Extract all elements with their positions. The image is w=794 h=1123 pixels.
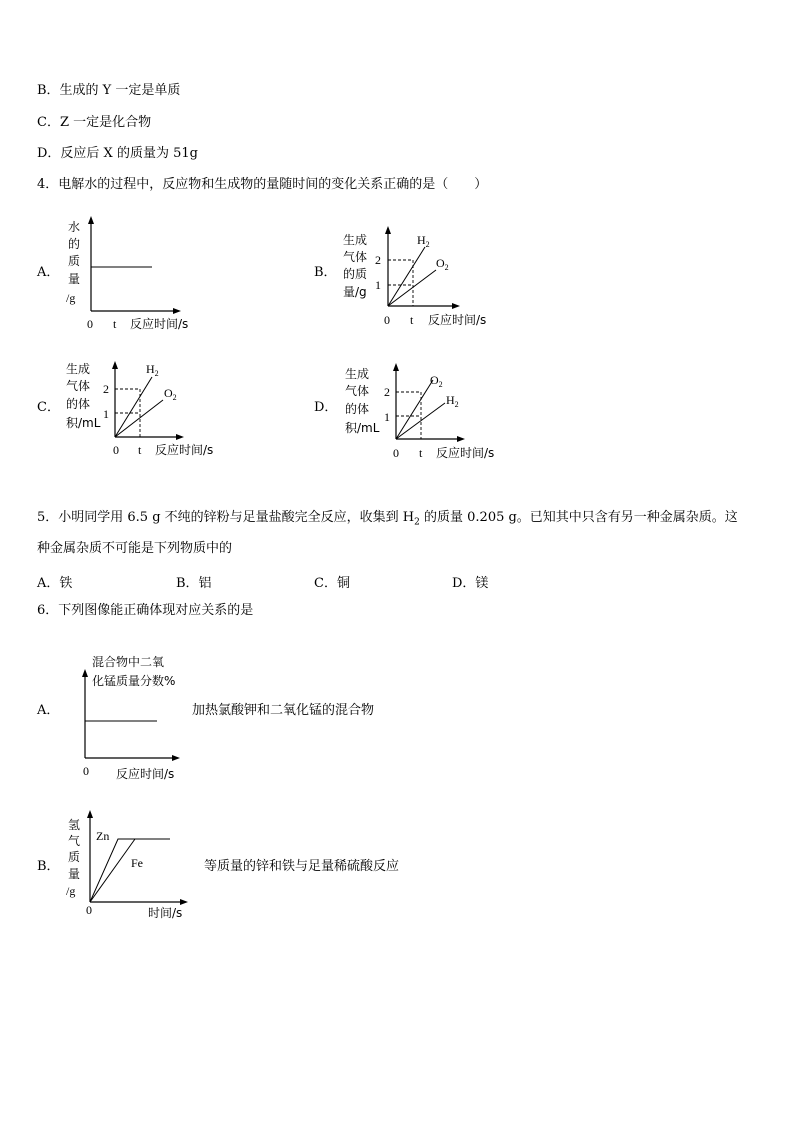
q4-b-x-label: 反应时间/s xyxy=(428,313,487,327)
q6-a-y-label-2: 化锰质量分数% xyxy=(92,674,176,688)
q4-b-origin: 0 xyxy=(384,313,390,327)
q4-d-x-label: 反应时间/s xyxy=(436,446,495,460)
q6-b-legend-zn: Zn xyxy=(96,829,110,843)
q6-b-y-label-1: 氢 xyxy=(68,818,81,832)
q4-c-legend-h2: $H_2$ xyxy=(146,362,159,378)
q4-c-tick-1: 1 xyxy=(103,407,109,421)
q6-b-x-label: 时间/s xyxy=(148,906,183,920)
q4-c-y-label-1: 生成 xyxy=(66,362,91,376)
q6-a-x-label: 反应时间/s xyxy=(116,767,175,781)
q4-b-label: B． xyxy=(314,265,337,280)
q3-option-d: D．反应后 X 的质量为 51g xyxy=(37,146,198,161)
q4-d-x-tick: t xyxy=(419,446,423,460)
q4-b-legend-h2: $H_2$ xyxy=(417,233,430,249)
q4-c-x-label: 反应时间/s xyxy=(155,443,214,457)
q4-b-y-label-3: 的质 xyxy=(343,267,368,281)
q4-b-y-label-1: 生成 xyxy=(343,233,368,247)
q4-d-y-label-3: 的体 xyxy=(345,402,370,416)
q4-d-y-label-4: 积/mL xyxy=(345,421,380,435)
q4-a-y-label-1: 水 xyxy=(68,220,81,234)
q4-b-x-tick: t xyxy=(410,313,414,327)
q5-stem-line-1: 5．小明同学用 6.5 g 不纯的锌粉与足量盐酸完全反应，收集到 $H_2$ 的质量 0.205 g。已知其中只含有另一种金属杂质。这 xyxy=(37,510,738,528)
q4-a-y-label-2: 的 xyxy=(68,237,81,251)
q5-option-c: C．铜 xyxy=(314,576,350,591)
q6-stem: 6．下列图像能正确体现对应关系的是 xyxy=(37,603,254,618)
q6-b-legend-fe: Fe xyxy=(131,856,143,870)
q4-a-origin: 0 xyxy=(87,317,93,331)
q4-d-legend-o2: $O_2$ xyxy=(430,373,443,389)
q4-c-legend-o2: $O_2$ xyxy=(164,386,177,402)
q4-c-x-tick: t xyxy=(138,443,142,457)
q3-option-c: C．Z 一定是化合物 xyxy=(37,115,152,130)
q4-d-tick-1: 1 xyxy=(384,410,390,424)
q6-b-y-label-2: 气 xyxy=(68,834,81,848)
q6-b-y-label-5: /g xyxy=(66,884,76,898)
q5-stem-line-2: 种金属杂质不可能是下列物质中的 xyxy=(37,541,233,556)
q4-d-legend-h2: $H_2$ xyxy=(446,393,459,409)
q4-a-y-label-4: 量 xyxy=(68,272,81,286)
q4-c-y-label-3: 的体 xyxy=(66,397,91,411)
q6-b-series-zn xyxy=(90,839,170,902)
q6-b-series-fe xyxy=(90,839,135,902)
q6-b-y-label-3: 质 xyxy=(68,850,81,864)
q3-option-b: B．生成的 Y 一定是单质 xyxy=(37,83,181,98)
q6-a-origin: 0 xyxy=(83,764,89,778)
q6-a-description: 加热氯酸钾和二氧化锰的混合物 xyxy=(192,703,375,718)
q4-c-y-label-4: 积/mL xyxy=(66,416,101,430)
q4-a-y-label-3: 质 xyxy=(68,254,81,268)
q4-d-y-label-1: 生成 xyxy=(345,367,370,381)
q4-a-x-tick: t xyxy=(113,317,117,331)
q4-c-origin: 0 xyxy=(113,443,119,457)
q4-b-y-label-4: 量/g xyxy=(343,285,367,299)
q4-d-tick-2: 2 xyxy=(384,385,390,399)
q4-c-tick-2: 2 xyxy=(103,382,109,396)
q4-a-y-label-5: /g xyxy=(66,291,76,305)
q4-b-y-label-2: 气体 xyxy=(343,250,368,264)
q4-b-tick-2: 2 xyxy=(375,253,381,267)
q4-c-y-label-2: 气体 xyxy=(66,379,91,393)
q4-d-label: D． xyxy=(314,400,338,415)
q4-b-tick-1: 1 xyxy=(375,278,381,292)
q4-d-y-label-2: 气体 xyxy=(345,384,370,398)
q6-b-label: B． xyxy=(37,859,60,874)
q5-option-b: B．铝 xyxy=(176,576,212,591)
q4-d-origin: 0 xyxy=(393,446,399,460)
q6-a-y-label-1: 混合物中二氧 xyxy=(92,655,165,669)
q6-a-label: A． xyxy=(37,703,60,718)
q6-b-y-label-4: 量 xyxy=(68,867,81,881)
q4-c-label: C． xyxy=(37,400,60,415)
q5-option-a: A．铁 xyxy=(37,576,73,591)
q4-a-label: A． xyxy=(37,265,60,280)
q6-b-origin: 0 xyxy=(86,903,92,917)
q4-a-x-label: 反应时间/s xyxy=(130,317,189,331)
q4-stem: 4．电解水的过程中，反应物和生成物的量随时间的变化关系正确的是（ ） xyxy=(37,177,488,192)
q6-b-description: 等质量的锌和铁与足量稀硫酸反应 xyxy=(204,859,400,874)
q5-option-d: D．镁 xyxy=(452,576,489,591)
q4-b-legend-o2: $O_2$ xyxy=(436,256,449,272)
